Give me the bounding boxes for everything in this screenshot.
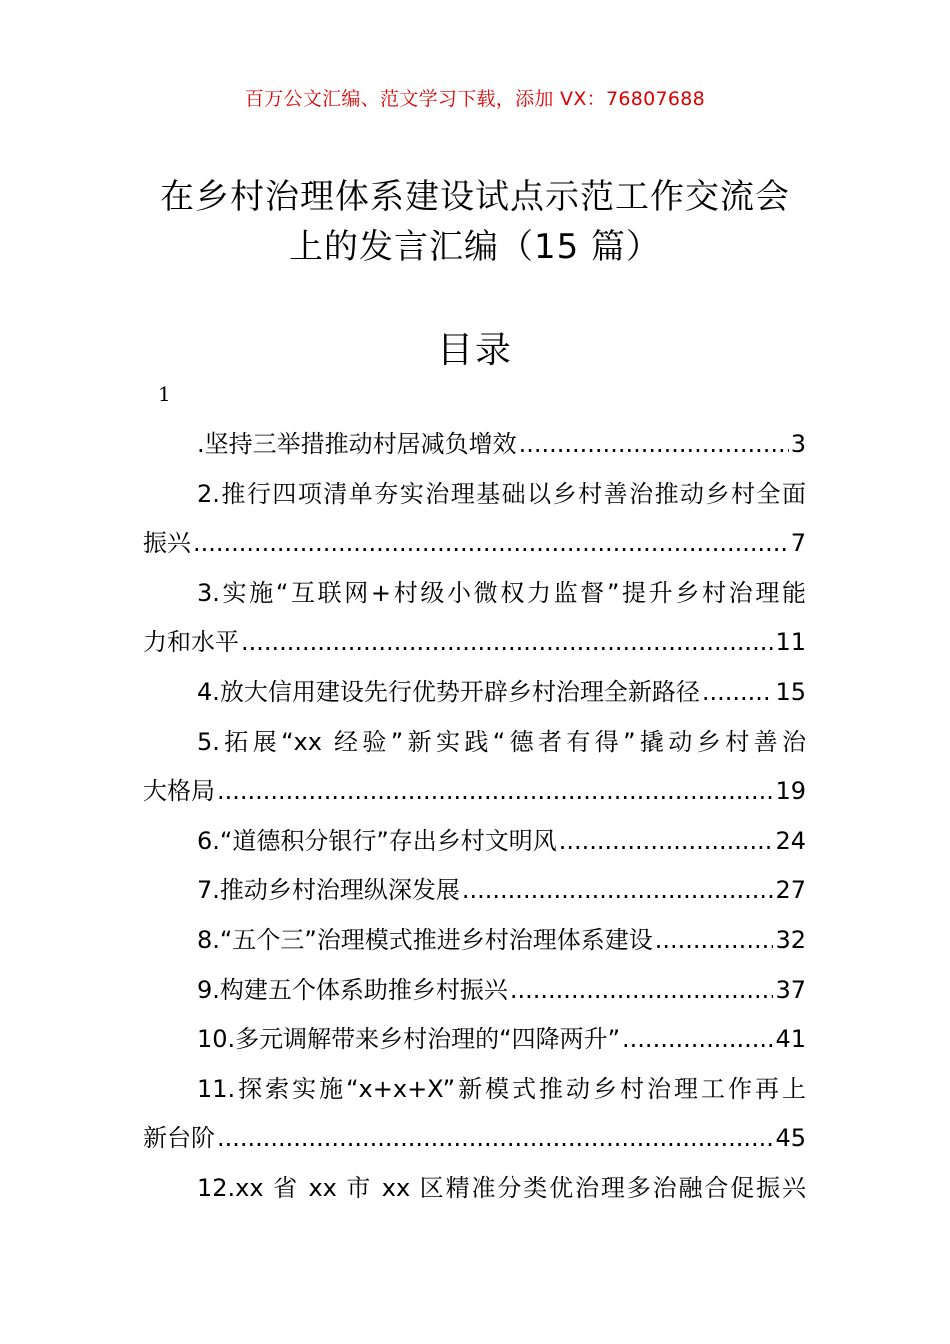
toc-page-number: 32 [775,925,806,954]
toc-entry-title-cont: 新台阶 [143,1124,215,1153]
toc-page-number: 41 [775,1025,806,1054]
toc-entry[interactable] [143,817,806,867]
toc-leader-dots [622,1015,773,1065]
toc-leader-dots [702,668,774,718]
toc-entry[interactable] [143,966,806,1016]
toc-entry-title: .坚持三举措推动村居减负增效 [197,430,517,458]
toc-entry[interactable] [143,470,806,569]
toc-entry-line [143,668,806,718]
toc-page-number: 19 [775,777,806,806]
document-title [0,172,950,272]
toc-entry-title-cont: 大格局 [143,777,215,806]
toc-entry-line [143,718,806,768]
header-note: 百万公文汇编、范文学习下载，添加 VX：76807688 [244,88,706,110]
toc-entry[interactable] [143,866,806,916]
toc-page-number: 11 [775,628,806,657]
toc-leader-dots [241,618,773,668]
toc-page-number: 24 [775,826,806,855]
toc-entry-line [143,1065,806,1115]
toc-entry[interactable] [143,1164,806,1214]
toc-entry[interactable] [143,569,806,668]
page-marker: 1 [158,382,171,406]
toc-entry-line [143,420,806,470]
toc-page-number: 37 [775,975,806,1004]
toc-entry[interactable] [143,718,806,817]
toc-entry-title: 8.“五个三”治理模式推进乡村治理体系建设 [197,925,653,954]
table-of-contents [143,420,806,1214]
toc-entry-title: 2.推行四项清单夯实治理基础以乡村善治推动乡村全面 [197,479,806,508]
toc-entry-title-cont: 振兴 [143,529,191,558]
toc-entry-title: 6.“道德积分银行”存出乡村文明风 [197,826,557,855]
toc-entry-line [143,1015,806,1065]
toc-entry-line [143,618,806,668]
toc-page-number: 45 [775,1124,806,1153]
toc-entry-line [143,1114,806,1164]
toc-entry[interactable] [143,668,806,718]
toc-leader-dots [217,767,773,817]
toc-entry[interactable] [143,1065,806,1164]
toc-leader-dots [559,817,774,867]
toc-entry-line [143,966,806,1016]
toc-entry-line [143,569,806,619]
toc-leader-dots [519,420,789,470]
toc-entry-title: 7.推动乡村治理纵深发展 [197,876,460,905]
title-line-1: 在乡村治理体系建设试点示范工作交流会 [160,177,790,217]
toc-page-number: 3 [790,430,806,458]
toc-page-number: 15 [775,677,806,706]
toc-page-number: 7 [790,529,806,558]
toc-entry-line [143,767,806,817]
toc-entry-title-cont: 力和水平 [143,628,239,657]
toc-entry-line [143,817,806,867]
toc-entry-line [143,1164,806,1214]
toc-entry-title: 12.xx 省 xx 市 xx 区精准分类优治理多治融合促振兴 [197,1173,806,1202]
toc-entry-title: 11.探索实施“x+x+X”新模式推动乡村治理工作再上 [197,1074,806,1103]
toc-entry-title: 3.实施“互联网+村级小微权力监督”提升乡村治理能 [197,578,806,607]
toc-leader-dots [217,1114,773,1164]
toc-entry-line [143,519,806,569]
toc-heading: 目录 [436,330,513,371]
toc-entry-line [143,470,806,520]
toc-leader-dots [510,966,774,1016]
toc-entry-title: 4.放大信用建设先行优势开辟乡村治理全新路径 [197,677,700,706]
title-line-2: 上的发言汇编（15 篇） [288,227,662,267]
toc-entry-line [143,916,806,966]
toc-entry[interactable] [143,1015,806,1065]
toc-entry[interactable] [143,420,806,470]
toc-entry-title: 10.多元调解带来乡村治理的“四降两升” [197,1025,621,1054]
toc-leader-dots [655,916,774,966]
toc-entry-title: 5.拓展“xx 经验”新实践“德者有得”撬动乡村善治 [197,727,806,756]
toc-entry[interactable] [143,916,806,966]
toc-leader-dots [193,519,789,569]
toc-leader-dots [462,866,774,916]
toc-entry-title: 9.构建五个体系助推乡村振兴 [197,975,508,1004]
toc-entry-line [143,866,806,916]
toc-page-number: 27 [775,876,806,905]
